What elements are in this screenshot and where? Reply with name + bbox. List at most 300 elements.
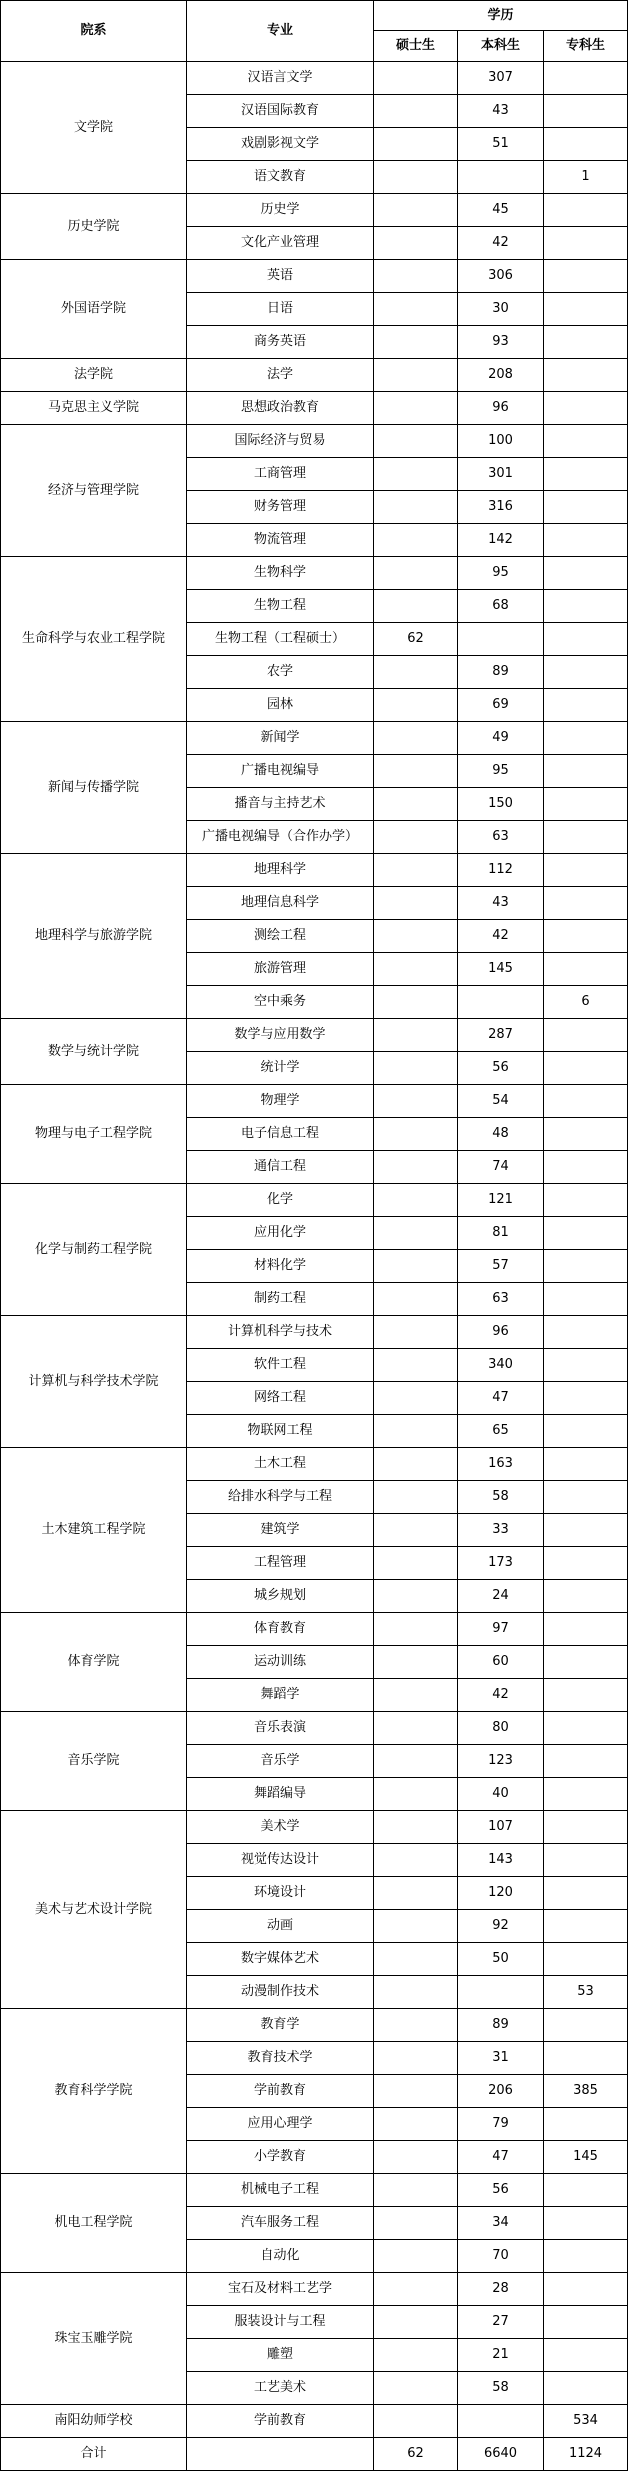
undergraduate-count-cell: 30: [458, 293, 544, 326]
junior-college-count-cell: [544, 1943, 628, 1976]
junior-college-count-cell: [544, 128, 628, 161]
undergraduate-count-cell: 306: [458, 260, 544, 293]
major-cell: 电子信息工程: [187, 1118, 374, 1151]
master-count-cell: [374, 359, 458, 392]
master-count-cell: [374, 1514, 458, 1547]
major-cell: 教育技术学: [187, 2042, 374, 2075]
table-row: [1, 260, 628, 293]
header-education: 学历: [374, 1, 628, 31]
table-row: [1, 194, 628, 227]
junior-college-count-cell: [544, 524, 628, 557]
undergraduate-count-cell: 27: [458, 2306, 544, 2339]
junior-college-count-cell: [544, 1085, 628, 1118]
master-count-cell: [374, 326, 458, 359]
major-cell: 材料化学: [187, 1250, 374, 1283]
major-cell: 给排水科学与工程: [187, 1481, 374, 1514]
undergraduate-count-cell: [458, 2405, 544, 2438]
major-cell: 舞蹈编导: [187, 1778, 374, 1811]
master-count-cell: [374, 2306, 458, 2339]
major-cell: 城乡规划: [187, 1580, 374, 1613]
major-cell: 运动训练: [187, 1646, 374, 1679]
undergraduate-count-cell: 92: [458, 1910, 544, 1943]
master-count-cell: [374, 260, 458, 293]
master-count-cell: [374, 227, 458, 260]
undergraduate-count-cell: 54: [458, 1085, 544, 1118]
undergraduate-count-cell: 42: [458, 1679, 544, 1712]
junior-college-count-cell: [544, 821, 628, 854]
junior-college-count-cell: [544, 2009, 628, 2042]
master-count-cell: [374, 1712, 458, 1745]
header-master: 硕士生: [374, 31, 458, 62]
junior-college-count-cell: [544, 1184, 628, 1217]
department-cell: 法学院: [1, 359, 187, 392]
major-cell: 音乐学: [187, 1745, 374, 1778]
junior-college-count-cell: [544, 194, 628, 227]
undergraduate-count-cell: 96: [458, 1316, 544, 1349]
major-cell: 体育教育: [187, 1613, 374, 1646]
master-count-cell: [374, 425, 458, 458]
master-count-cell: [374, 1613, 458, 1646]
major-cell: 思想政治教育: [187, 392, 374, 425]
master-count-cell: [374, 491, 458, 524]
master-count-cell: [374, 1481, 458, 1514]
major-cell: 视觉传达设计: [187, 1844, 374, 1877]
major-cell: 汉语国际教育: [187, 95, 374, 128]
table-header: [1, 1, 628, 62]
master-count-cell: [374, 1085, 458, 1118]
master-count-cell: [374, 2339, 458, 2372]
major-cell: 物联网工程: [187, 1415, 374, 1448]
master-count-cell: [374, 1580, 458, 1613]
undergraduate-count-cell: 145: [458, 953, 544, 986]
table-row: [1, 2174, 628, 2207]
master-count-cell: [374, 854, 458, 887]
table-row: [1, 2273, 628, 2306]
junior-college-count-cell: [544, 557, 628, 590]
undergraduate-count-cell: 31: [458, 2042, 544, 2075]
undergraduate-count-cell: 43: [458, 95, 544, 128]
department-cell: 机电工程学院: [1, 2174, 187, 2273]
undergraduate-count-cell: 69: [458, 689, 544, 722]
junior-college-count-cell: [544, 491, 628, 524]
master-count-cell: [374, 1052, 458, 1085]
undergraduate-count-cell: 340: [458, 1349, 544, 1382]
major-cell: 汉语言文学: [187, 62, 374, 95]
major-cell: 制药工程: [187, 1283, 374, 1316]
department-cell: 南阳幼师学校: [1, 2405, 187, 2438]
junior-college-count-cell: [544, 260, 628, 293]
major-cell: 旅游管理: [187, 953, 374, 986]
junior-college-count-cell: [544, 788, 628, 821]
major-cell: 物流管理: [187, 524, 374, 557]
junior-college-count-cell: [544, 359, 628, 392]
master-count-cell: [374, 1547, 458, 1580]
master-count-cell: [374, 953, 458, 986]
junior-college-count-cell: [544, 1118, 628, 1151]
undergraduate-count-cell: 51: [458, 128, 544, 161]
master-count-cell: [374, 557, 458, 590]
master-count-cell: [374, 128, 458, 161]
junior-college-count-cell: [544, 1316, 628, 1349]
undergraduate-count-cell: 79: [458, 2108, 544, 2141]
junior-college-count-cell: [544, 1679, 628, 1712]
master-count-cell: [374, 590, 458, 623]
master-count-cell: [374, 392, 458, 425]
junior-college-count-cell: 1: [544, 161, 628, 194]
master-count-cell: [374, 2108, 458, 2141]
major-cell: 新闻学: [187, 722, 374, 755]
major-cell: 通信工程: [187, 1151, 374, 1184]
undergraduate-count-cell: 120: [458, 1877, 544, 1910]
junior-college-count-cell: [544, 2273, 628, 2306]
master-count-cell: [374, 755, 458, 788]
major-cell: 动漫制作技术: [187, 1976, 374, 2009]
major-cell: 网络工程: [187, 1382, 374, 1415]
undergraduate-count-cell: 40: [458, 1778, 544, 1811]
undergraduate-count-cell: 49: [458, 722, 544, 755]
table-row: [1, 392, 628, 425]
major-cell: 工艺美术: [187, 2372, 374, 2405]
master-count-cell: [374, 920, 458, 953]
department-cell: 生命科学与农业工程学院: [1, 557, 187, 722]
undergraduate-count-cell: 68: [458, 590, 544, 623]
master-count-cell: [374, 1349, 458, 1382]
undergraduate-count-cell: 89: [458, 656, 544, 689]
major-cell: 历史学: [187, 194, 374, 227]
header-department: 院系: [1, 1, 187, 62]
table-row: [1, 1085, 628, 1118]
department-cell: 教育科学学院: [1, 2009, 187, 2174]
major-cell: 数字媒体艺术: [187, 1943, 374, 1976]
department-cell: 美术与艺术设计学院: [1, 1811, 187, 2009]
master-count-cell: [374, 1316, 458, 1349]
undergraduate-count-cell: 74: [458, 1151, 544, 1184]
major-cell: 物理学: [187, 1085, 374, 1118]
major-cell: 园林: [187, 689, 374, 722]
total-junior-college: 1124: [544, 2438, 628, 2471]
major-cell: 计算机科学与技术: [187, 1316, 374, 1349]
junior-college-count-cell: [544, 392, 628, 425]
master-count-cell: [374, 1910, 458, 1943]
department-cell: 土木建筑工程学院: [1, 1448, 187, 1613]
junior-college-count-cell: 534: [544, 2405, 628, 2438]
undergraduate-count-cell: 58: [458, 1481, 544, 1514]
junior-college-count-cell: [544, 722, 628, 755]
master-count-cell: [374, 887, 458, 920]
undergraduate-count-cell: [458, 161, 544, 194]
junior-college-count-cell: [544, 1580, 628, 1613]
junior-college-count-cell: [544, 2339, 628, 2372]
major-cell: 音乐表演: [187, 1712, 374, 1745]
table-row: [1, 557, 628, 590]
master-count-cell: [374, 1811, 458, 1844]
undergraduate-count-cell: 50: [458, 1943, 544, 1976]
junior-college-count-cell: [544, 1019, 628, 1052]
master-count-cell: [374, 1943, 458, 1976]
junior-college-count-cell: [544, 1547, 628, 1580]
junior-college-count-cell: [544, 689, 628, 722]
major-cell: 生物工程（工程硕士）: [187, 623, 374, 656]
master-count-cell: [374, 1250, 458, 1283]
master-count-cell: [374, 1283, 458, 1316]
master-count-cell: [374, 1976, 458, 2009]
major-cell: 应用化学: [187, 1217, 374, 1250]
major-cell: 自动化: [187, 2240, 374, 2273]
master-count-cell: [374, 1118, 458, 1151]
major-cell: 法学: [187, 359, 374, 392]
undergraduate-count-cell: 24: [458, 1580, 544, 1613]
junior-college-count-cell: [544, 326, 628, 359]
master-count-cell: [374, 821, 458, 854]
master-count-cell: [374, 788, 458, 821]
major-cell: 测绘工程: [187, 920, 374, 953]
major-cell: 播音与主持艺术: [187, 788, 374, 821]
junior-college-count-cell: [544, 1151, 628, 1184]
junior-college-count-cell: [544, 1613, 628, 1646]
master-count-cell: [374, 1019, 458, 1052]
major-cell: 雕塑: [187, 2339, 374, 2372]
master-count-cell: [374, 2273, 458, 2306]
department-cell: 物理与电子工程学院: [1, 1085, 187, 1184]
junior-college-count-cell: [544, 425, 628, 458]
table-row: [1, 359, 628, 392]
undergraduate-count-cell: 34: [458, 2207, 544, 2240]
undergraduate-count-cell: 28: [458, 2273, 544, 2306]
master-count-cell: [374, 1844, 458, 1877]
undergraduate-count-cell: 163: [458, 1448, 544, 1481]
master-count-cell: [374, 2141, 458, 2174]
major-cell: 建筑学: [187, 1514, 374, 1547]
master-count-cell: [374, 1448, 458, 1481]
table-row: [1, 854, 628, 887]
undergraduate-count-cell: 100: [458, 425, 544, 458]
major-cell: 小学教育: [187, 2141, 374, 2174]
junior-college-count-cell: [544, 1052, 628, 1085]
undergraduate-count-cell: 143: [458, 1844, 544, 1877]
undergraduate-count-cell: 58: [458, 2372, 544, 2405]
junior-college-count-cell: [544, 95, 628, 128]
department-cell: 经济与管理学院: [1, 425, 187, 557]
table-row: [1, 1184, 628, 1217]
master-count-cell: [374, 986, 458, 1019]
major-cell: 财务管理: [187, 491, 374, 524]
undergraduate-count-cell: 107: [458, 1811, 544, 1844]
undergraduate-count-cell: 33: [458, 1514, 544, 1547]
table-row: [1, 722, 628, 755]
undergraduate-count-cell: 112: [458, 854, 544, 887]
master-count-cell: [374, 1745, 458, 1778]
junior-college-count-cell: [544, 623, 628, 656]
undergraduate-count-cell: 121: [458, 1184, 544, 1217]
table-row: [1, 1811, 628, 1844]
master-count-cell: [374, 656, 458, 689]
header-junior-college: 专科生: [544, 31, 628, 62]
junior-college-count-cell: [544, 1283, 628, 1316]
header-undergraduate: 本科生: [458, 31, 544, 62]
undergraduate-count-cell: 206: [458, 2075, 544, 2108]
junior-college-count-cell: 385: [544, 2075, 628, 2108]
major-cell: 学前教育: [187, 2405, 374, 2438]
junior-college-count-cell: [544, 1778, 628, 1811]
major-cell: 应用心理学: [187, 2108, 374, 2141]
department-cell: 外国语学院: [1, 260, 187, 359]
header-major: 专业: [187, 1, 374, 62]
major-cell: 广播电视编导（合作办学）: [187, 821, 374, 854]
undergraduate-count-cell: 63: [458, 821, 544, 854]
junior-college-count-cell: [544, 1745, 628, 1778]
major-cell: 汽车服务工程: [187, 2207, 374, 2240]
undergraduate-count-cell: 95: [458, 755, 544, 788]
junior-college-count-cell: [544, 1844, 628, 1877]
junior-college-count-cell: [544, 1250, 628, 1283]
undergraduate-count-cell: 80: [458, 1712, 544, 1745]
undergraduate-count-cell: 42: [458, 920, 544, 953]
master-count-cell: [374, 95, 458, 128]
major-cell: 地理科学: [187, 854, 374, 887]
major-cell: 动画: [187, 1910, 374, 1943]
master-count-cell: [374, 2207, 458, 2240]
department-cell: 文学院: [1, 62, 187, 194]
master-count-cell: [374, 1217, 458, 1250]
major-cell: 化学: [187, 1184, 374, 1217]
master-count-cell: [374, 689, 458, 722]
junior-college-count-cell: [544, 1448, 628, 1481]
master-count-cell: [374, 1679, 458, 1712]
master-count-cell: [374, 62, 458, 95]
junior-college-count-cell: [544, 62, 628, 95]
undergraduate-count-cell: 123: [458, 1745, 544, 1778]
master-count-cell: [374, 1151, 458, 1184]
junior-college-count-cell: [544, 2174, 628, 2207]
major-cell: 广播电视编导: [187, 755, 374, 788]
major-cell: 舞蹈学: [187, 1679, 374, 1712]
master-count-cell: [374, 2174, 458, 2207]
junior-college-count-cell: [544, 458, 628, 491]
undergraduate-count-cell: 21: [458, 2339, 544, 2372]
major-cell: 宝石及材料工艺学: [187, 2273, 374, 2306]
undergraduate-count-cell: 97: [458, 1613, 544, 1646]
major-cell: 英语: [187, 260, 374, 293]
undergraduate-count-cell: 57: [458, 1250, 544, 1283]
master-count-cell: [374, 2372, 458, 2405]
master-count-cell: [374, 2075, 458, 2108]
major-cell: 学前教育: [187, 2075, 374, 2108]
major-cell: 工商管理: [187, 458, 374, 491]
undergraduate-count-cell: 81: [458, 1217, 544, 1250]
junior-college-count-cell: [544, 1415, 628, 1448]
table-row: [1, 425, 628, 458]
department-cell: 计算机与科学技术学院: [1, 1316, 187, 1448]
undergraduate-count-cell: 142: [458, 524, 544, 557]
total-undergraduate: 6640: [458, 2438, 544, 2471]
department-cell: 历史学院: [1, 194, 187, 260]
junior-college-count-cell: [544, 227, 628, 260]
department-cell: 音乐学院: [1, 1712, 187, 1811]
undergraduate-count-cell: 56: [458, 2174, 544, 2207]
undergraduate-count-cell: [458, 623, 544, 656]
junior-college-count-cell: [544, 656, 628, 689]
total-master: 62: [374, 2438, 458, 2471]
total-label: 合计: [1, 2438, 187, 2471]
junior-college-count-cell: [544, 1910, 628, 1943]
undergraduate-count-cell: 56: [458, 1052, 544, 1085]
junior-college-count-cell: [544, 293, 628, 326]
table-row: [1, 2405, 628, 2438]
major-cell: 土木工程: [187, 1448, 374, 1481]
department-cell: 地理科学与旅游学院: [1, 854, 187, 1019]
table-row: [1, 1613, 628, 1646]
table-row: [1, 62, 628, 95]
undergraduate-count-cell: 287: [458, 1019, 544, 1052]
junior-college-count-cell: [544, 755, 628, 788]
master-count-cell: [374, 194, 458, 227]
major-cell: 空中乘务: [187, 986, 374, 1019]
department-cell: 珠宝玉雕学院: [1, 2273, 187, 2405]
junior-college-count-cell: [544, 1646, 628, 1679]
undergraduate-count-cell: 150: [458, 788, 544, 821]
junior-college-count-cell: [544, 953, 628, 986]
table-row: [1, 1019, 628, 1052]
junior-college-count-cell: [544, 1877, 628, 1910]
table-row: [1, 1712, 628, 1745]
master-count-cell: [374, 2009, 458, 2042]
major-cell: 服装设计与工程: [187, 2306, 374, 2339]
major-cell: 生物科学: [187, 557, 374, 590]
table-row: [1, 2009, 628, 2042]
department-cell: 化学与制药工程学院: [1, 1184, 187, 1316]
junior-college-count-cell: 53: [544, 1976, 628, 2009]
undergraduate-count-cell: [458, 986, 544, 1019]
total-major-cell: [187, 2438, 374, 2471]
junior-college-count-cell: [544, 887, 628, 920]
undergraduate-count-cell: 65: [458, 1415, 544, 1448]
undergraduate-count-cell: 301: [458, 458, 544, 491]
master-count-cell: [374, 1415, 458, 1448]
total-row: [1, 2438, 628, 2471]
master-count-cell: [374, 1646, 458, 1679]
major-cell: 统计学: [187, 1052, 374, 1085]
undergraduate-count-cell: 70: [458, 2240, 544, 2273]
major-cell: 国际经济与贸易: [187, 425, 374, 458]
master-count-cell: 62: [374, 623, 458, 656]
undergraduate-count-cell: 89: [458, 2009, 544, 2042]
master-count-cell: [374, 2240, 458, 2273]
department-cell: 新闻与传播学院: [1, 722, 187, 854]
undergraduate-count-cell: [458, 1976, 544, 2009]
major-cell: 地理信息科学: [187, 887, 374, 920]
major-cell: 工程管理: [187, 1547, 374, 1580]
junior-college-count-cell: [544, 590, 628, 623]
junior-college-count-cell: [544, 920, 628, 953]
major-cell: 文化产业管理: [187, 227, 374, 260]
major-cell: 戏剧影视文学: [187, 128, 374, 161]
undergraduate-count-cell: 63: [458, 1283, 544, 1316]
table-row: [1, 1448, 628, 1481]
master-count-cell: [374, 722, 458, 755]
master-count-cell: [374, 2405, 458, 2438]
master-count-cell: [374, 1382, 458, 1415]
junior-college-count-cell: [544, 1349, 628, 1382]
major-cell: 农学: [187, 656, 374, 689]
undergraduate-count-cell: 42: [458, 227, 544, 260]
junior-college-count-cell: 145: [544, 2141, 628, 2174]
major-cell: 机械电子工程: [187, 2174, 374, 2207]
undergraduate-count-cell: 93: [458, 326, 544, 359]
master-count-cell: [374, 524, 458, 557]
undergraduate-count-cell: 208: [458, 359, 544, 392]
junior-college-count-cell: [544, 2306, 628, 2339]
undergraduate-count-cell: 47: [458, 2141, 544, 2174]
